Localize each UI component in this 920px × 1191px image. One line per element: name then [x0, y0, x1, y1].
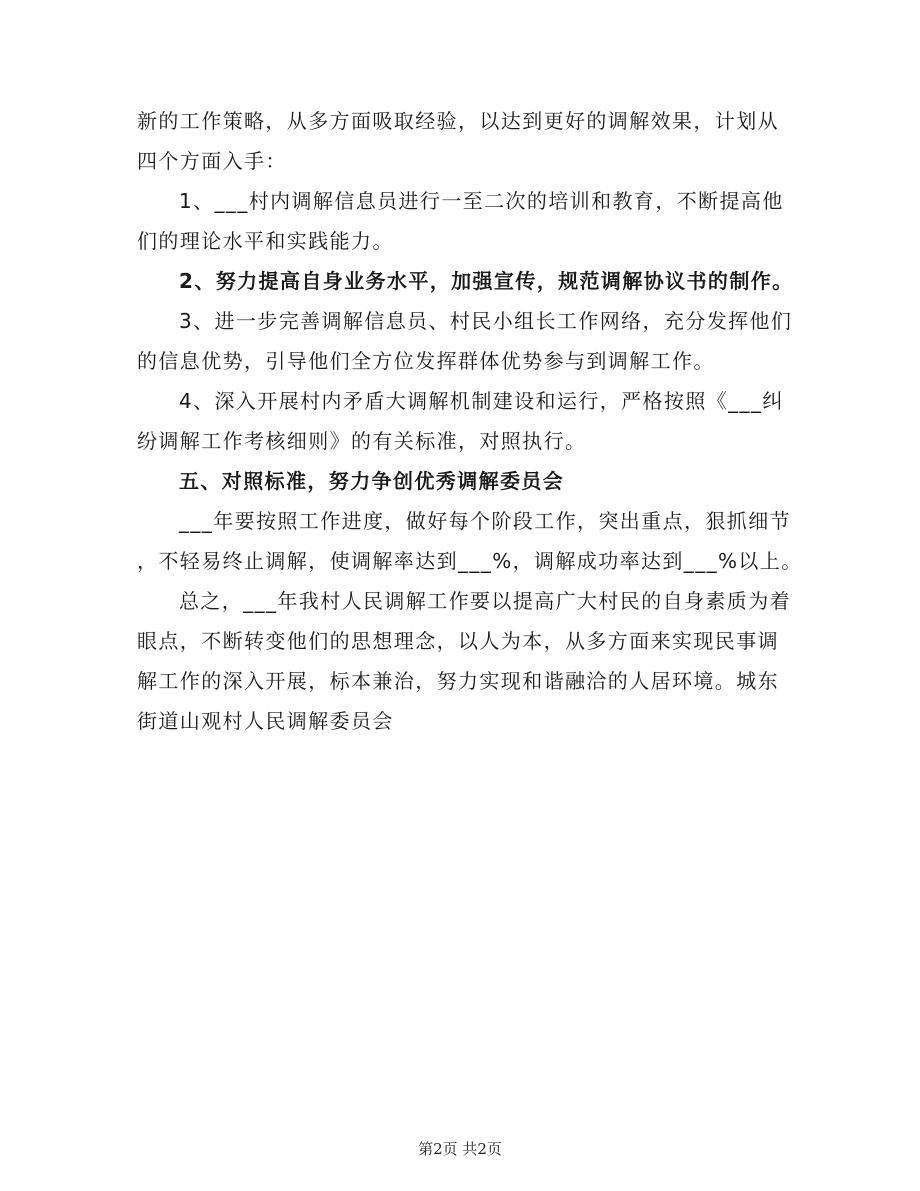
- list-item-4-line: 纷调解工作考核细则》的有关标准，对照执行。: [137, 429, 587, 453]
- paragraph-line: 四个方面入手：: [137, 149, 287, 173]
- page-number-footer: 第2页 共2页: [418, 1140, 502, 1158]
- paragraph-line: 眼点，不断转变他们的思想理念，以人为本，从多方面来实现民事调: [137, 629, 779, 653]
- paragraph-line: 新的工作策略，从多方面吸取经验，以达到更好的调解效果，计划从: [137, 109, 779, 133]
- list-item-3-line: 的信息优势，引导他们全方位发挥群体优势参与到调解工作。: [137, 349, 715, 373]
- list-item-3-line: 3、进一步完善调解信息员、村民小组长工作网络，充分发挥他们: [179, 309, 793, 333]
- paragraph-line: ，不轻易终止调解，使调解率达到___%，调解成功率达到___%以上。: [137, 549, 803, 573]
- list-item-2: 2、努力提高自身业务水平，加强宣传，规范调解协议书的制作。: [179, 269, 794, 293]
- list-item-4-line: 4、深入开展村内矛盾大调解机制建设和运行，严格按照《___纠: [179, 389, 784, 413]
- document-body: [137, 101, 803, 741]
- paragraph-line: 总之，___年我村人民调解工作要以提高广大村民的自身素质为着: [179, 589, 791, 613]
- signature-line: 街道山观村人民调解委员会: [137, 709, 394, 733]
- list-item-1-line: 们的理论水平和实践能力。: [137, 229, 394, 253]
- paragraph-line: ___年要按照工作进度，做好每个阶段工作，突出重点，狠抓细节: [179, 509, 791, 533]
- section-heading: 五、对照标准，努力争创优秀调解委员会: [179, 469, 565, 493]
- list-item-1-line: 1、___村内调解信息员进行一至二次的培训和教育，不断提高他: [179, 189, 784, 213]
- paragraph-line: 解工作的深入开展，标本兼治，努力实现和谐融洽的人居环境。城东: [137, 669, 779, 693]
